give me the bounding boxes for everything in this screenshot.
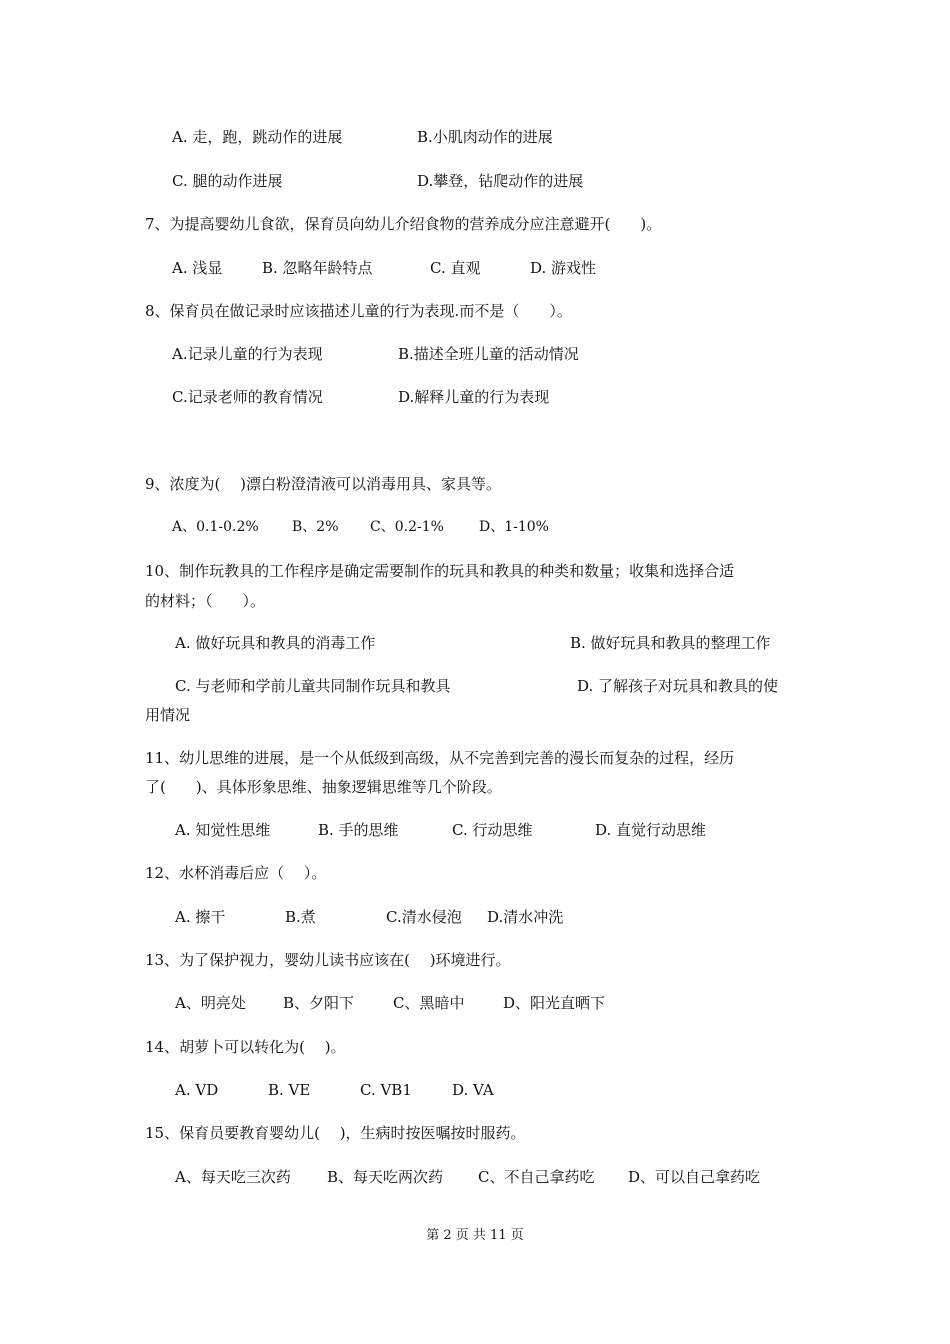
q9-stem: 9、浓度为( )漂白粉澄清液可以消毒用具、家具等。 <box>145 475 502 493</box>
q13-stem: 13、为了保护视力，婴幼儿读书应该在( )环境进行。 <box>145 951 511 969</box>
q13-option-d: D、阳光直晒下 <box>503 994 606 1012</box>
q11-option-a: A. 知觉性思维 <box>175 821 271 839</box>
q7-option-b: B. 忽略年龄特点 <box>262 259 373 277</box>
q12-option-d: D.清水冲洗 <box>487 908 564 926</box>
q13-option-b: B、夕阳下 <box>283 994 355 1012</box>
q9-option-a: A、0.1-0.2% <box>172 519 259 535</box>
q10-option-c: C. 与老师和学前儿童共同制作玩具和教具 <box>175 677 451 695</box>
q10-stem-line1: 10、制作玩教具的工作程序是确定需要制作的玩具和教具的种类和数量；收集和选择合适 <box>145 562 735 580</box>
q14-option-b: B. VE <box>268 1081 311 1099</box>
q11-option-d: D. 直觉行动思维 <box>595 821 707 839</box>
q15-option-d: D、可以自己拿药吃 <box>628 1168 761 1186</box>
q6-option-c: C. 腿的动作进展 <box>172 172 283 190</box>
q10-stem-line2: 的材料；（ ）。 <box>145 592 266 610</box>
q10-option-d-continuation: 用情况 <box>145 706 191 724</box>
q15-stem: 15、保育员要教育婴幼儿( )，生病时按医嘱按时服药。 <box>145 1124 526 1142</box>
q11-option-b: B. 手的思维 <box>318 821 399 839</box>
q11-stem-line1: 11、幼儿思维的进展，是一个从低级到高级，从不完善到完善的漫长而复杂的过程，经历 <box>145 749 735 767</box>
q12-option-a: A. 擦干 <box>175 908 226 926</box>
q14-stem: 14、胡萝卜可以转化为( )。 <box>145 1038 346 1056</box>
q8-option-a: A.记录儿童的行为表现 <box>172 345 323 363</box>
q8-stem: 8、保育员在做记录时应该描述儿童的行为表现.而不是（ ）。 <box>145 302 572 320</box>
q8-option-b: B.描述全班儿童的活动情况 <box>398 345 579 363</box>
q13-option-c: C、黑暗中 <box>393 994 465 1012</box>
q14-option-d: D. VA <box>452 1081 494 1099</box>
q6-option-d: D.攀登，钻爬动作的进展 <box>417 172 584 190</box>
q10-option-a: A. 做好玩具和教具的消毒工作 <box>175 634 376 652</box>
q7-option-d: D. 游戏性 <box>530 259 597 277</box>
q7-stem: 7、为提高婴幼儿食欲，保育员向幼儿介绍食物的营养成分应注意避开( )。 <box>145 215 662 233</box>
q15-option-a: A、每天吃三次药 <box>175 1168 291 1186</box>
page-number-footer: 第 2 页 共 11 页 <box>426 1228 524 1243</box>
q12-stem: 12、水杯消毒后应（ ）。 <box>145 864 327 882</box>
q11-stem-line2: 了( )、具体形象思维、抽象逻辑思维等几个阶段。 <box>145 778 502 796</box>
q8-option-c: C.记录老师的教育情况 <box>172 388 323 406</box>
q15-option-b: B、每天吃两次药 <box>327 1168 444 1186</box>
q8-option-d: D.解释儿童的行为表现 <box>398 388 550 406</box>
q9-option-d: D、1-10% <box>479 519 549 535</box>
q7-option-a: A. 浅显 <box>172 259 223 277</box>
q14-option-a: A. VD <box>175 1081 219 1099</box>
q9-option-c: C、0.2-1% <box>370 519 444 535</box>
q9-option-b: B、2% <box>292 519 339 535</box>
q10-option-d: D. 了解孩子对玩具和教具的使 <box>577 677 779 695</box>
q7-option-c: C. 直观 <box>430 259 481 277</box>
q10-option-b: B. 做好玩具和教具的整理工作 <box>570 634 771 652</box>
q11-option-c: C. 行动思维 <box>452 821 533 839</box>
q12-option-b: B.煮 <box>285 908 316 926</box>
q6-option-a: A. 走，跑，跳动作的进展 <box>172 128 343 146</box>
q6-option-b: B.小肌肉动作的进展 <box>417 128 553 146</box>
q14-option-c: C. VB1 <box>360 1081 412 1099</box>
q15-option-c: C、不自己拿药吃 <box>478 1168 595 1186</box>
q13-option-a: A、明亮处 <box>175 994 246 1012</box>
q12-option-c: C.清水侵泡 <box>386 908 462 926</box>
